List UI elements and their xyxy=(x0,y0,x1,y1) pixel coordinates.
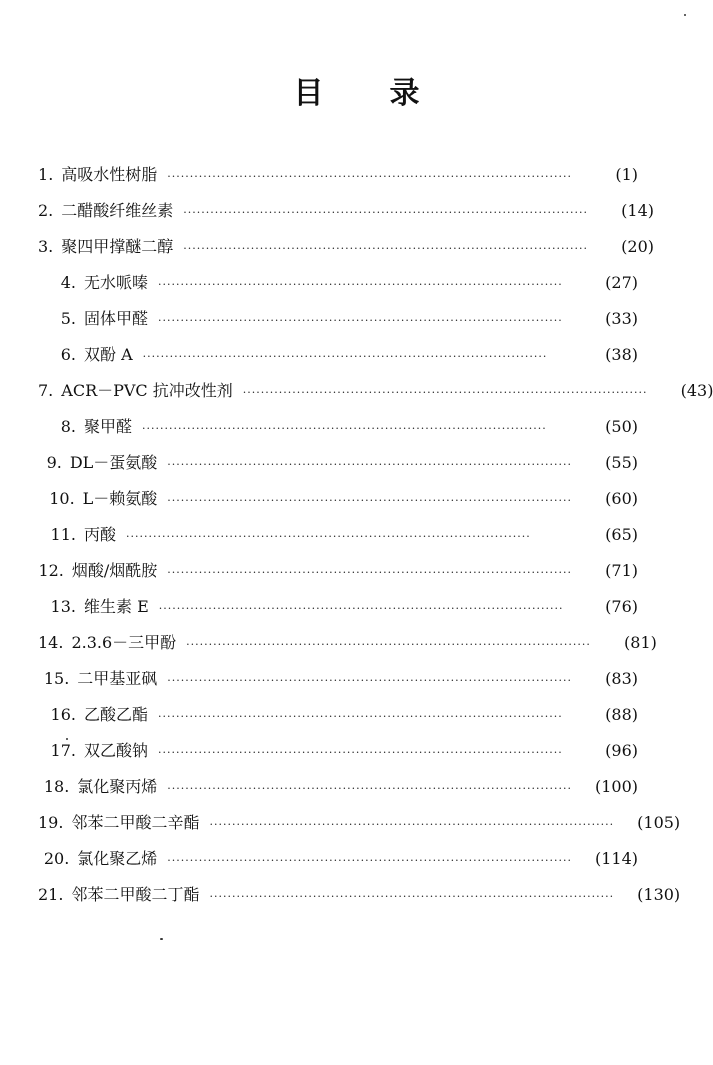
toc-entry[interactable] xyxy=(38,162,638,198)
toc-entry[interactable] xyxy=(38,702,638,738)
dot-leader: ·························································································· xyxy=(158,278,563,291)
dot-leader: ·························································································· xyxy=(209,818,615,831)
dot-leader: ·························································································· xyxy=(158,314,563,327)
dot-leader: ·························································································· xyxy=(167,494,572,507)
entry-page-number: (83) xyxy=(605,669,638,688)
entry-title: 烟酸/烟酰胺 xyxy=(71,561,158,580)
entry-title: 双乙酸钠 xyxy=(84,741,149,760)
title-char-1: 目 xyxy=(293,76,324,111)
toc-entry[interactable] xyxy=(38,630,657,666)
entry-title: 丙酸 xyxy=(84,525,117,544)
entry-page-number: (96) xyxy=(605,741,638,760)
toc-entry[interactable] xyxy=(38,558,638,594)
entry-title: 双酚 A xyxy=(84,345,133,364)
entry-number: 9. xyxy=(46,453,62,472)
entry-page-number: (105) xyxy=(637,813,681,832)
entry-number: 13. xyxy=(50,597,76,616)
entry-page-number: (50) xyxy=(605,417,638,436)
entry-number: 14. xyxy=(38,633,64,652)
entry-page-number: (33) xyxy=(605,309,638,328)
dot-leader: ·························································································· xyxy=(142,422,547,435)
entry-page-number: (60) xyxy=(605,489,638,508)
entry-number: 20. xyxy=(43,849,70,868)
entry-page-number: (55) xyxy=(605,453,638,472)
entry-page-number: (81) xyxy=(624,633,657,652)
dot-leader: ·························································································· xyxy=(126,530,531,543)
toc-entry[interactable] xyxy=(38,774,638,810)
toc-entry[interactable] xyxy=(38,450,638,486)
toc-entry[interactable] xyxy=(38,846,638,882)
dot-leader: ·························································································· xyxy=(183,242,588,255)
dot-leader: ·························································································· xyxy=(142,350,548,363)
entry-page-number: (100) xyxy=(594,777,638,796)
toc-entry[interactable] xyxy=(38,270,638,306)
entry-title: 乙酸乙酯 xyxy=(84,705,149,724)
entry-number: 1. xyxy=(38,165,54,184)
entry-title: 聚四甲撑醚二醇 xyxy=(61,237,174,256)
dot-leader: ·························································································· xyxy=(209,890,615,903)
scan-speck xyxy=(684,14,686,16)
toc-entry[interactable] xyxy=(38,882,681,918)
dot-leader: ·························································································· xyxy=(158,746,563,759)
entry-title: 2.3.6－三甲酚 xyxy=(71,633,177,652)
toc-entry[interactable] xyxy=(38,666,638,702)
page-title xyxy=(0,68,713,112)
entry-page-number: (38) xyxy=(605,345,638,364)
toc-entry[interactable] xyxy=(38,234,654,270)
entry-title: 二醋酸纤维丝素 xyxy=(61,201,174,220)
entry-number: 11. xyxy=(50,525,76,544)
entry-number: 15. xyxy=(43,669,70,688)
scan-speck xyxy=(160,938,163,940)
entry-page-number: (130) xyxy=(637,885,681,904)
title-char-2: 录 xyxy=(389,76,420,111)
dot-leader: ·························································································· xyxy=(167,566,572,579)
entry-title: 二甲基亚砜 xyxy=(77,669,158,688)
entry-number: 18. xyxy=(43,777,70,796)
table-of-contents xyxy=(38,162,713,918)
dot-leader: ·························································································· xyxy=(186,638,591,651)
toc-entry[interactable] xyxy=(38,810,681,846)
entry-number: 19. xyxy=(38,813,64,832)
dot-leader: ·························································································· xyxy=(167,674,572,687)
toc-entry[interactable] xyxy=(38,198,654,234)
dot-leader: ·························································································· xyxy=(167,854,572,867)
entry-number: 12. xyxy=(38,561,64,580)
toc-entry[interactable] xyxy=(38,306,638,342)
entry-title: 邻苯二甲酸二辛酯 xyxy=(71,813,200,832)
entry-title: 固体甲醛 xyxy=(84,309,149,328)
entry-page-number: (88) xyxy=(605,705,638,724)
toc-entry[interactable] xyxy=(38,594,638,630)
dot-leader: ·························································································· xyxy=(183,206,588,219)
dot-leader: ·························································································· xyxy=(158,710,563,723)
entry-page-number: (76) xyxy=(605,597,638,616)
toc-entry[interactable] xyxy=(38,522,638,558)
entry-page-number: (114) xyxy=(594,849,638,868)
entry-number: 5. xyxy=(60,309,76,328)
entry-page-number: (43) xyxy=(680,381,713,400)
entry-number: 16. xyxy=(50,705,76,724)
entry-title: 无水哌嗪 xyxy=(84,273,149,292)
entry-number: 2. xyxy=(38,201,54,220)
entry-number: 21. xyxy=(38,885,64,904)
dot-leader: ·························································································· xyxy=(242,386,648,399)
toc-entry[interactable] xyxy=(38,738,638,774)
scan-speck xyxy=(66,738,68,740)
entry-title: 氯化聚乙烯 xyxy=(77,849,158,868)
entry-number: 8. xyxy=(60,417,76,436)
entry-page-number: (1) xyxy=(615,165,638,184)
dot-leader: ·························································································· xyxy=(167,458,572,471)
entry-page-number: (14) xyxy=(621,201,654,220)
entry-page-number: (27) xyxy=(605,273,638,292)
dot-leader: ·························································································· xyxy=(158,602,564,615)
toc-entry[interactable] xyxy=(38,414,638,450)
entry-title: 聚甲醛 xyxy=(84,417,133,436)
toc-entry[interactable] xyxy=(38,342,638,378)
dot-leader: ·························································································· xyxy=(167,782,572,795)
entry-title: 氯化聚丙烯 xyxy=(77,777,158,796)
entry-title: L－赖氨酸 xyxy=(82,489,158,508)
entry-title: 维生素 E xyxy=(84,597,149,616)
entry-number: 17. xyxy=(50,741,76,760)
entry-number: 7. xyxy=(38,381,54,400)
entry-title: 邻苯二甲酸二丁酯 xyxy=(71,885,200,904)
entry-number: 4. xyxy=(60,273,76,292)
entry-number: 6. xyxy=(60,345,76,364)
toc-entry[interactable] xyxy=(38,378,713,414)
entry-page-number: (20) xyxy=(621,237,654,256)
entry-title: ACR－PVC 抗冲改性剂 xyxy=(61,381,233,400)
dot-leader: ·························································································· xyxy=(167,170,572,183)
toc-entry[interactable] xyxy=(38,486,638,522)
entry-page-number: (71) xyxy=(605,561,638,580)
entry-number: 3. xyxy=(38,237,54,256)
entry-number: 10. xyxy=(49,489,75,508)
entry-page-number: (65) xyxy=(605,525,638,544)
entry-title: DL－蛋氨酸 xyxy=(69,453,158,472)
entry-title: 高吸水性树脂 xyxy=(61,165,158,184)
